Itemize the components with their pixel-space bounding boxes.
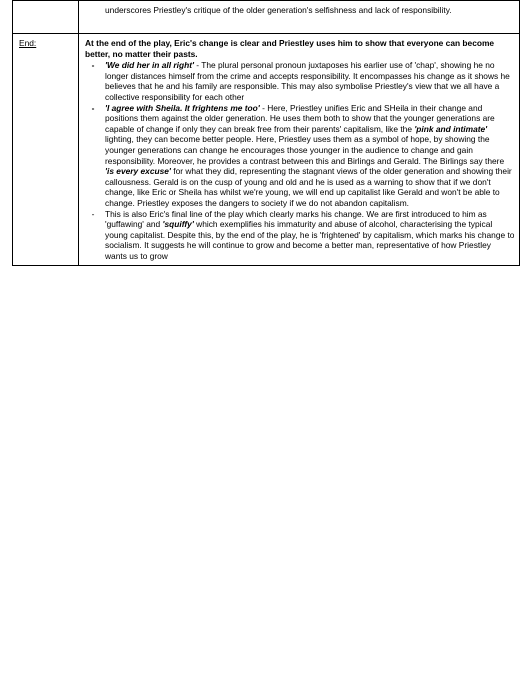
row-label-cell (13, 1, 79, 34)
quote: 'is every excuse' (105, 166, 171, 177)
quote: 'pink and intimate' (414, 123, 488, 134)
row-content-cell-end (79, 34, 520, 266)
list-item (91, 102, 515, 209)
quote: 'squiffy' (162, 219, 194, 230)
analysis-text: for what they did, representing the stagnant views of the older generation and showing their callousness. Gerald is on the cusp of young and old and he is used as a warning to show that if we don't change, like Eric or Sheila has whilst we're young, we will end up capitalist like Gerald and won't be able to change. Priestley exposes the dangers to society if we do not abandon capitalism. (105, 166, 512, 208)
row-label-cell-end (13, 34, 79, 266)
analysis-text: - The plural personal pronoun juxtaposes his earlier use of 'chap', showing he no longer distances himself from the crime and accepts responsibility. It encompasses his change as it shows he believes that he and his family are responsible. This may also symbolise Priestley's view that we all have a collective responsibility for each other (105, 60, 510, 102)
analysis-text: This is also Eric's final line of the play which clearly marks his change. We are first introduced to him as 'guffawing' and (105, 208, 487, 230)
table-row (13, 1, 520, 34)
quote: 'We did her in all right' (105, 60, 194, 71)
bullet-marker: - (91, 60, 95, 71)
analysis-text: lighting, they can become better people. Here, Priestley uses them as a symbol of hope, by showing the younger generations can change he encourages those younger in the audience to change and gain responsibility. Moreover, he provides a contrast between this and Birlings and Gerald. The Birlings say there (105, 134, 505, 166)
row-content-cell (79, 1, 520, 34)
analysis-text: which exemplifies his immaturity and abuse of alcohol, characterising the typical young capitalist. Despite this, by the end of the play, he is 'frightened' by capitalism, which marks his change to socialism. It suggests he will continue to grow and become a better man, representative of how Priestley wants us to grow (105, 219, 515, 261)
continuation-text: underscores Priestley's critique of the older generation's selfishness and lack of responsibility. (105, 5, 452, 15)
analysis-text: - Here, Priestley unifies Eric and SHeila in their change and positions them against the older generation. He uses them both to show that the younger generations are capable of change if only they can break free from their parents' capitalism, like the (105, 102, 495, 134)
analysis-table (12, 0, 520, 266)
list-item (91, 60, 515, 102)
end-label: End: (19, 38, 37, 48)
bullet-list (85, 60, 515, 261)
document-page (12, 0, 520, 266)
list-item (91, 208, 515, 262)
bullet-marker: - (91, 208, 95, 219)
bullet-marker: - (91, 102, 95, 113)
quote: 'I agree with Sheila. It frightens me too' (105, 102, 260, 113)
section-heading: At the end of the play, Eric's change is clear and Priestley uses him to show that everyone can become better, no matter their pasts. (85, 38, 495, 59)
table-row-end (13, 34, 520, 266)
